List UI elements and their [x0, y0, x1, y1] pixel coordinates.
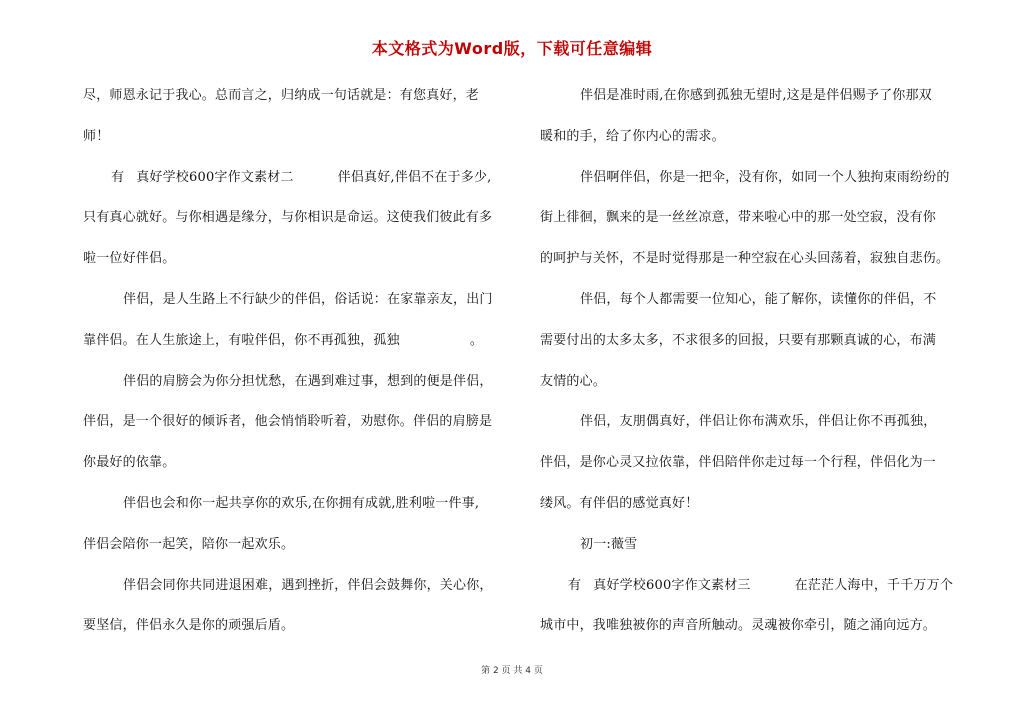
paragraph-line: 你最好的依靠。 — [83, 455, 176, 471]
essay-heading: 真好学校600字作文素材二 — [136, 169, 294, 185]
paragraph-line: 伴侣啊伴侣，你是一把伞，没有你，如同一个人独拘束雨纷纷的 — [580, 169, 950, 185]
paragraph-line: 师！ — [83, 128, 110, 144]
paragraph-line: 需要付出的太多太多，不求很多的回报，只要有那颗真诚的心，布满 — [540, 332, 937, 348]
paragraph-line — [83, 321, 503, 362]
paragraph-line: 伴侣会陪你一起笑，陪你一起欢乐。 — [83, 536, 295, 552]
paragraph-line: 伴侣，是一个很好的倾诉者，他会悄悄聆听着，劝慰你。伴侣的肩膀是 — [83, 414, 493, 430]
paragraph-line: 街上徘徊，飘来的是一丝丝凉意，带来啦心中的那一处空寂，没有你 — [540, 210, 937, 226]
document-header-title: 本文格式为Word版，下载可任意编辑 — [371, 39, 653, 58]
paragraph-text: 。 — [469, 332, 484, 348]
paragraph-line: 伴侣，友朋偶真好，伴侣让你布满欢乐，伴侣让你不再孤独， — [580, 414, 937, 430]
paragraph-text: 靠伴侣。在人生旅途上，有啦伴侣，你不再孤独，孤独 — [83, 332, 400, 348]
paragraph-line: 伴侣，每个人都需要一位知心，能了解你，读懂你的伴侣，不 — [580, 291, 937, 307]
paragraph-line: 要坚信，伴侣永久是你的顽强后盾。 — [83, 618, 295, 634]
page-number: 第 2 页 共 4 页 — [481, 666, 543, 676]
paragraph-line: 伴侣也会和你一起共享你的欢乐,在你拥有成就,胜利啦一件事, — [123, 495, 480, 511]
paragraph-line: 伴侣，是你心灵又拉依靠，伴侣陪伴你走过每一个行程，伴侣化为一 — [540, 455, 937, 471]
paragraph-line: 伴侣会同你共同进退困难，遇到挫折，伴侣会鼓舞你，关心你， — [123, 577, 493, 593]
heading-prefix: 有 — [111, 169, 125, 185]
paragraph-text: 在茫茫人海中，千千万万个 — [794, 577, 954, 593]
paragraph-text: 伴侣真好,伴侣不在于多少, — [337, 169, 492, 185]
paragraph-line: 缕风。有伴侣的感觉真好！ — [540, 495, 699, 511]
right-column — [540, 76, 960, 647]
paragraph-line: 尽，师恩永记于我心。总而言之，归纳成一句话就是：有您真好，老 — [83, 88, 480, 103]
paragraph-line: 城市中，我唯独被你的声音所触动。灵魂被你牵引，随之涌向远方。 — [540, 618, 937, 634]
left-column — [83, 76, 503, 647]
paragraph-line: 啦一位好伴侣。 — [83, 251, 176, 267]
essay-heading-line — [83, 158, 503, 199]
paragraph-line: 伴侣，是人生路上不行缺少的伴侣，俗话说：在家靠亲友，出门 — [123, 291, 493, 307]
heading-prefix: 有 — [568, 577, 582, 593]
paragraph-line: 伴侣是准时雨,在你感到孤独无望时,这是是伴侣赐予了你那双 — [580, 88, 932, 103]
paragraph-line: 的呵护与关怀，不是时觉得那是一种空寂在心头回荡着，寂独自悲伤。 — [540, 251, 950, 267]
paragraph-line: 只有真心就好。与你相遇是缘分，与你相识是命运。这使我们彼此有多 — [83, 210, 493, 226]
essay-heading: 真好学校600字作文素材三 — [593, 577, 751, 593]
essay-heading-line — [540, 566, 960, 607]
paragraph-line: 友情的心。 — [540, 373, 607, 389]
paragraph-line: 暖和的手，给了你内心的需求。 — [540, 128, 725, 144]
author-line: 初一:薇雪 — [580, 536, 638, 552]
paragraph-line: 伴侣的肩膀会为你分担忧愁，在遇到难过事，想到的便是伴侣， — [123, 373, 493, 389]
